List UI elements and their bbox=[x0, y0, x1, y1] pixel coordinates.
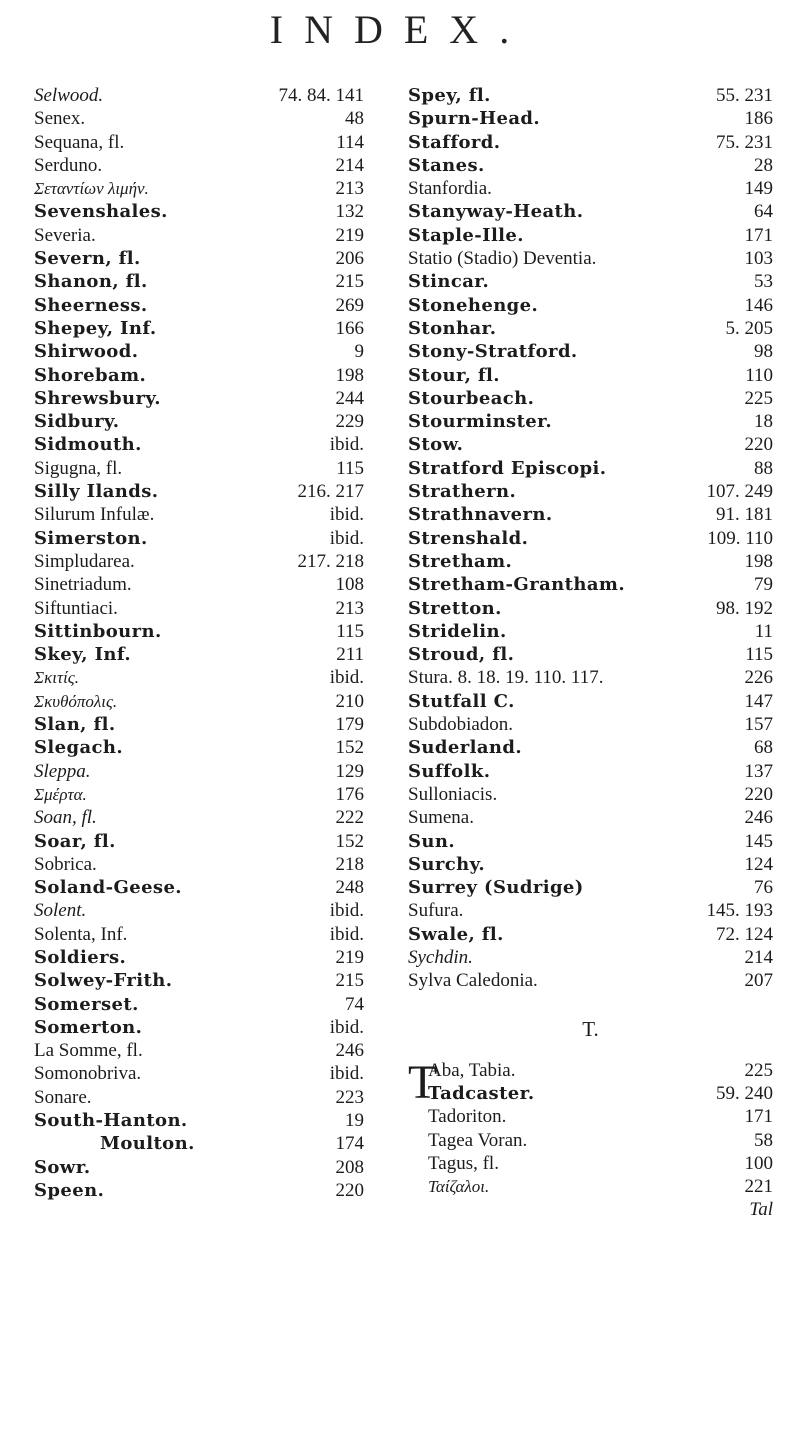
entry-name: Strathnavern. bbox=[408, 504, 553, 526]
entry-name: Soldiers. bbox=[34, 946, 127, 968]
index-entry bbox=[34, 597, 364, 620]
entry-name: Stourminster. bbox=[408, 411, 553, 433]
entry-name: Stonehenge. bbox=[408, 294, 539, 316]
entry-pages: 5. 205 bbox=[725, 317, 773, 339]
entry-pages: 55. 231 bbox=[716, 85, 773, 106]
entry-pages: 225 bbox=[744, 387, 773, 409]
index-entry bbox=[408, 387, 773, 410]
index-entry bbox=[408, 1152, 773, 1175]
entry-pages: 213 bbox=[335, 178, 364, 200]
index-entry bbox=[34, 364, 364, 387]
index-entry bbox=[408, 107, 773, 130]
entry-name: Stura. 8. 18. 19. 110. 117. bbox=[408, 667, 604, 689]
entry-pages: 74 bbox=[345, 993, 364, 1015]
entry-name: Stroud, fl. bbox=[408, 644, 515, 666]
entry-name: Σκυθόπολις. bbox=[34, 691, 118, 711]
entry-name: Suffolk. bbox=[408, 760, 491, 782]
index-entry bbox=[34, 876, 364, 899]
entry-name: Stafford. bbox=[408, 131, 501, 153]
entry-pages: 108 bbox=[335, 574, 364, 596]
entry-pages: 208 bbox=[335, 1156, 364, 1178]
index-entry bbox=[408, 713, 773, 736]
index-entry bbox=[408, 783, 773, 806]
entry-pages: 146 bbox=[744, 294, 773, 316]
entry-pages: 219 bbox=[335, 224, 364, 246]
entry-name: Sufura. bbox=[408, 900, 464, 922]
entry-name: Statio (Stadio) Deventia. bbox=[408, 248, 597, 270]
entry-name: Shorebam. bbox=[34, 364, 147, 386]
index-entry bbox=[408, 131, 773, 154]
index-entry bbox=[34, 1016, 364, 1039]
entry-pages: 18 bbox=[754, 411, 773, 433]
index-entry bbox=[408, 573, 773, 596]
entry-pages: 198 bbox=[744, 550, 773, 572]
index-entry bbox=[408, 1175, 773, 1198]
entry-pages: 246 bbox=[335, 1040, 364, 1062]
entry-pages: ibid. bbox=[329, 667, 364, 689]
entry-pages: 115 bbox=[745, 644, 773, 666]
entry-pages: 72. 124 bbox=[716, 923, 773, 945]
entry-pages: 220 bbox=[744, 783, 773, 805]
index-entry bbox=[408, 177, 773, 200]
entry-name: Severia. bbox=[34, 224, 96, 246]
entry-pages: 210 bbox=[335, 690, 364, 712]
index-entry bbox=[34, 224, 364, 247]
entry-pages: 215 bbox=[335, 970, 364, 992]
entry-name: Selwood. bbox=[34, 85, 104, 106]
index-entry bbox=[408, 270, 773, 293]
index-entry bbox=[408, 806, 773, 829]
index-entry bbox=[34, 620, 364, 643]
entry-name: Subdobiadon. bbox=[408, 714, 514, 736]
index-column-left bbox=[34, 84, 364, 1202]
entry-pages: 157 bbox=[744, 714, 773, 736]
index-entry bbox=[34, 969, 364, 992]
index-entry bbox=[34, 1039, 364, 1062]
entry-name: Solent. bbox=[34, 900, 87, 922]
entry-pages: 179 bbox=[335, 714, 364, 736]
drop-capital: T bbox=[408, 1055, 438, 1109]
entry-name: Stridelin. bbox=[408, 620, 507, 642]
entry-name: Stourbeach. bbox=[408, 387, 535, 409]
index-entry bbox=[34, 830, 364, 853]
entry-pages: 110 bbox=[745, 364, 773, 386]
entry-name: Sittinbourn. bbox=[34, 620, 162, 642]
entry-name: Shanon, fl. bbox=[34, 271, 148, 293]
entry-name: Sequana, fl. bbox=[34, 131, 125, 153]
index-entry bbox=[34, 806, 364, 829]
entry-pages: 206 bbox=[335, 248, 364, 270]
index-entry bbox=[408, 364, 773, 387]
entry-pages: 244 bbox=[335, 387, 364, 409]
index-entry bbox=[408, 1059, 773, 1082]
index-entry bbox=[408, 830, 773, 853]
entry-name: Simpludarea. bbox=[34, 550, 135, 572]
index-entry bbox=[408, 1105, 773, 1128]
entry-name: Stow. bbox=[408, 434, 464, 456]
index-entry bbox=[408, 224, 773, 247]
index-entry bbox=[34, 736, 364, 759]
entry-name: Serduno. bbox=[34, 154, 103, 176]
entry-name: Stanes. bbox=[408, 154, 485, 176]
entry-pages: 229 bbox=[335, 411, 364, 433]
entry-pages: 246 bbox=[744, 807, 773, 829]
entry-name: Sychdin. bbox=[408, 946, 473, 968]
entry-name: Sun. bbox=[408, 830, 456, 852]
index-entry bbox=[408, 503, 773, 526]
entry-name: Sidbury. bbox=[34, 411, 120, 433]
entry-name: Moulton. bbox=[100, 1133, 195, 1155]
entry-pages: 152 bbox=[335, 830, 364, 852]
entry-pages: 76 bbox=[754, 877, 773, 899]
index-entry bbox=[34, 573, 364, 596]
entry-name: Stour, fl. bbox=[408, 364, 500, 386]
entry-name: Σμέρτα. bbox=[34, 784, 87, 804]
index-entry bbox=[34, 643, 364, 666]
entry-pages: 149 bbox=[744, 178, 773, 200]
entry-name: Tagea Voran. bbox=[428, 1129, 528, 1151]
entry-name: Sylva Caledonia. bbox=[408, 970, 538, 992]
index-entry bbox=[34, 666, 364, 689]
entry-pages: 220 bbox=[744, 434, 773, 456]
entry-name: Sidmouth. bbox=[34, 434, 142, 456]
section-letter: T. bbox=[582, 1016, 599, 1041]
entry-pages: 115 bbox=[336, 457, 364, 479]
entry-pages: 107. 249 bbox=[706, 481, 773, 503]
index-entry bbox=[34, 527, 364, 550]
entry-name: Slan, fl. bbox=[34, 714, 116, 736]
entry-name: Sonare. bbox=[34, 1086, 92, 1108]
entry-pages: 19 bbox=[345, 1110, 364, 1132]
t-entries bbox=[408, 1055, 773, 1199]
index-entry bbox=[34, 853, 364, 876]
index-entry bbox=[408, 899, 773, 922]
index-entry bbox=[408, 923, 773, 946]
entry-name: Swale, fl. bbox=[408, 923, 504, 945]
entry-name: Silurum Infulæ. bbox=[34, 504, 155, 526]
entry-pages: 48 bbox=[345, 108, 364, 130]
entry-pages: 64 bbox=[754, 201, 773, 223]
entry-name: Shirwood. bbox=[34, 341, 139, 363]
index-entry bbox=[34, 433, 364, 456]
entry-name: Stony-Stratford. bbox=[408, 341, 578, 363]
index-entry bbox=[408, 760, 773, 783]
index-entry bbox=[34, 760, 364, 783]
entry-name: Somonobriva. bbox=[34, 1063, 142, 1085]
entry-pages: 176 bbox=[335, 783, 364, 805]
entry-pages: ibid. bbox=[329, 1016, 364, 1038]
entry-name: Siftuntiaci. bbox=[34, 597, 118, 619]
entry-pages: 59. 240 bbox=[716, 1082, 773, 1104]
index-entry bbox=[34, 1062, 364, 1085]
index-entry bbox=[34, 923, 364, 946]
entry-pages: ibid. bbox=[329, 434, 364, 456]
entry-name: Sobrica. bbox=[34, 853, 97, 875]
entry-name: Sleppa. bbox=[34, 760, 91, 782]
entry-name: South-Hanton. bbox=[34, 1110, 188, 1132]
index-entry bbox=[34, 317, 364, 340]
entry-name: La Somme, fl. bbox=[34, 1040, 143, 1062]
entry-name: Aba, Tabia. bbox=[428, 1059, 516, 1081]
entry-pages: 53 bbox=[754, 271, 773, 293]
index-entry bbox=[34, 200, 364, 223]
entry-pages: 103 bbox=[744, 248, 773, 270]
index-entry bbox=[408, 1082, 773, 1105]
entry-name: Surchy. bbox=[408, 853, 486, 875]
entry-name: Shepey, Inf. bbox=[34, 317, 157, 339]
entry-name: Stretton. bbox=[408, 597, 502, 619]
right-entries bbox=[408, 84, 773, 993]
index-entry bbox=[408, 876, 773, 899]
entry-pages: ibid. bbox=[329, 504, 364, 526]
entry-pages: 221 bbox=[744, 1176, 773, 1198]
index-entry bbox=[408, 597, 773, 620]
index-entry bbox=[34, 410, 364, 433]
entry-pages: 114 bbox=[336, 131, 364, 153]
entry-pages: 223 bbox=[335, 1086, 364, 1108]
index-entry bbox=[34, 713, 364, 736]
entry-pages: 115 bbox=[336, 620, 364, 642]
entry-pages: 222 bbox=[335, 807, 364, 829]
entry-name: Severn, fl. bbox=[34, 248, 141, 270]
entry-pages: 198 bbox=[335, 364, 364, 386]
entry-name: Soar, fl. bbox=[34, 830, 116, 852]
index-entry bbox=[408, 410, 773, 433]
entry-name: Stincar. bbox=[408, 271, 490, 293]
entry-name: Spurn-Head. bbox=[408, 108, 541, 130]
entry-name: Solenta, Inf. bbox=[34, 923, 128, 945]
entry-name: Shrewsbury. bbox=[34, 387, 161, 409]
entry-pages: 207 bbox=[744, 970, 773, 992]
index-entry bbox=[34, 1179, 364, 1202]
entry-pages: 75. 231 bbox=[716, 131, 773, 153]
index-entry bbox=[34, 503, 364, 526]
entry-pages: 68 bbox=[754, 737, 773, 759]
entry-pages: 98 bbox=[754, 341, 773, 363]
entry-pages: 269 bbox=[335, 294, 364, 316]
entry-pages: 166 bbox=[335, 317, 364, 339]
index-entry bbox=[34, 783, 364, 806]
entry-name: Solwey-Frith. bbox=[34, 970, 173, 992]
index-entry bbox=[34, 1086, 364, 1109]
entry-name: Sinetriadum. bbox=[34, 574, 132, 596]
entry-name: Tadcaster. bbox=[428, 1082, 535, 1104]
index-entry bbox=[34, 480, 364, 503]
entry-pages: 225 bbox=[744, 1059, 773, 1081]
entry-pages: 220 bbox=[335, 1179, 364, 1201]
index-entry bbox=[34, 131, 364, 154]
index-entry bbox=[408, 666, 773, 689]
entry-pages: 11 bbox=[754, 620, 773, 642]
entry-name: Skey, Inf. bbox=[34, 644, 132, 666]
entry-name: Somerton. bbox=[34, 1016, 143, 1038]
entry-name: Slegach. bbox=[34, 737, 124, 759]
entry-pages: 211 bbox=[336, 644, 364, 666]
catchword: Tal bbox=[749, 1198, 773, 1220]
entry-name: Stanyway-Heath. bbox=[408, 201, 584, 223]
entry-name: Sevenshales. bbox=[34, 201, 168, 223]
index-entry bbox=[408, 643, 773, 666]
entry-name: Sowr. bbox=[34, 1156, 91, 1178]
entry-pages: 28 bbox=[754, 154, 773, 176]
entry-pages: 9 bbox=[354, 341, 364, 363]
entry-pages: 214 bbox=[744, 946, 773, 968]
index-entry bbox=[34, 177, 364, 200]
entry-name: Stretham. bbox=[408, 550, 513, 572]
entry-pages: 218 bbox=[335, 853, 364, 875]
entry-pages: 98. 192 bbox=[716, 597, 773, 619]
entry-pages: 91. 181 bbox=[716, 504, 773, 526]
index-entry bbox=[408, 317, 773, 340]
entry-pages: 216. 217 bbox=[297, 481, 364, 503]
entry-name: Stutfall C. bbox=[408, 690, 515, 712]
entry-pages: 88 bbox=[754, 457, 773, 479]
index-entry bbox=[408, 969, 773, 992]
entry-pages: 145. 193 bbox=[706, 900, 773, 922]
index-entry bbox=[408, 154, 773, 177]
index-entry bbox=[34, 457, 364, 480]
index-entry bbox=[34, 1156, 364, 1179]
entry-pages: 171 bbox=[744, 1106, 773, 1128]
index-entry bbox=[34, 946, 364, 969]
index-entry bbox=[408, 480, 773, 503]
entry-name: Σκιτίς. bbox=[34, 668, 79, 688]
index-entry bbox=[34, 154, 364, 177]
index-entry bbox=[34, 899, 364, 922]
entry-name: Sigugna, fl. bbox=[34, 457, 123, 479]
entry-name: Tadoriton. bbox=[428, 1106, 507, 1128]
index-entry bbox=[408, 527, 773, 550]
entry-name: Stretham-Grantham. bbox=[408, 574, 626, 596]
index-entry bbox=[408, 457, 773, 480]
entry-name: Spey, fl. bbox=[408, 85, 491, 106]
index-entry bbox=[408, 1129, 773, 1152]
entry-name: Senex. bbox=[34, 108, 86, 130]
entry-name: Soan, fl. bbox=[34, 807, 97, 829]
entry-pages: 124 bbox=[744, 853, 773, 875]
index-entry bbox=[408, 200, 773, 223]
entry-pages: 171 bbox=[744, 224, 773, 246]
entry-name: Simerston. bbox=[34, 527, 148, 549]
index-entry bbox=[34, 340, 364, 363]
index-entry bbox=[408, 620, 773, 643]
index-entry bbox=[408, 247, 773, 270]
entry-pages: 215 bbox=[335, 271, 364, 293]
entry-pages: ibid. bbox=[329, 1063, 364, 1085]
entry-pages: 137 bbox=[744, 760, 773, 782]
entry-pages: 100 bbox=[744, 1152, 773, 1174]
entry-name: Strathern. bbox=[408, 481, 517, 503]
entry-name: Sulloniacis. bbox=[408, 783, 498, 805]
index-entry bbox=[408, 294, 773, 317]
index-entry bbox=[34, 387, 364, 410]
index-entry bbox=[34, 294, 364, 317]
entry-pages: 217. 218 bbox=[297, 550, 364, 572]
entry-name: Σεταντίων λιμήν. bbox=[34, 179, 149, 199]
entry-pages: 74. 84. 141 bbox=[278, 85, 364, 106]
entry-pages: ibid. bbox=[329, 900, 364, 922]
index-entry bbox=[34, 550, 364, 573]
entry-name: Strenshald. bbox=[408, 527, 529, 549]
index-entry bbox=[34, 1132, 364, 1155]
index-entry bbox=[34, 84, 364, 107]
entry-pages: 132 bbox=[335, 201, 364, 223]
entry-name: Stonhar. bbox=[408, 317, 497, 339]
index-entry bbox=[408, 853, 773, 876]
index-entry bbox=[408, 690, 773, 713]
entry-name: Tagus, fl. bbox=[428, 1152, 499, 1174]
index-entry bbox=[408, 946, 773, 969]
index-entry bbox=[408, 433, 773, 456]
page-header: INDEX. bbox=[269, 7, 531, 52]
entry-name: Sumena. bbox=[408, 807, 474, 829]
t-section bbox=[408, 1055, 773, 1199]
index-entry bbox=[34, 690, 364, 713]
index-entry bbox=[408, 84, 773, 107]
entry-pages: 152 bbox=[335, 737, 364, 759]
entry-name: Stratford Episcopi. bbox=[408, 457, 607, 479]
entry-pages: ibid. bbox=[329, 527, 364, 549]
entry-pages: 248 bbox=[335, 877, 364, 899]
index-entry bbox=[408, 736, 773, 759]
entry-pages: 186 bbox=[744, 108, 773, 130]
entry-name: Stanfordia. bbox=[408, 178, 492, 200]
entry-name: Surrey (Sudrige) bbox=[408, 877, 584, 899]
entry-pages: 79 bbox=[754, 574, 773, 596]
entry-pages: 58 bbox=[754, 1129, 773, 1151]
entry-pages: 213 bbox=[335, 597, 364, 619]
entry-name: Silly Ilands. bbox=[34, 481, 159, 503]
entry-name: Soland-Geese. bbox=[34, 877, 182, 899]
entry-pages: 219 bbox=[335, 946, 364, 968]
index-entry bbox=[34, 1109, 364, 1132]
entry-name: Staple-Ille. bbox=[408, 224, 524, 246]
entry-name: Ταίζαλοι. bbox=[428, 1177, 490, 1197]
entry-name: Somerset. bbox=[34, 993, 139, 1015]
index-entry bbox=[34, 247, 364, 270]
index-entry bbox=[34, 993, 364, 1016]
index-entry bbox=[34, 107, 364, 130]
entry-pages: 129 bbox=[335, 760, 364, 782]
index-entry bbox=[408, 340, 773, 363]
index-entry bbox=[34, 270, 364, 293]
entry-name: Suderland. bbox=[408, 737, 523, 759]
entry-pages: ibid. bbox=[329, 923, 364, 945]
entry-name: Speen. bbox=[34, 1179, 105, 1201]
entry-name: Sheerness. bbox=[34, 294, 148, 316]
index-entry bbox=[408, 550, 773, 573]
entry-pages: 109. 110 bbox=[707, 527, 773, 549]
index-column-right bbox=[408, 84, 773, 1220]
entry-pages: 145 bbox=[744, 830, 773, 852]
entry-pages: 147 bbox=[744, 690, 773, 712]
entry-pages: 174 bbox=[335, 1133, 364, 1155]
entry-pages: 214 bbox=[335, 154, 364, 176]
entry-pages: 226 bbox=[744, 667, 773, 689]
